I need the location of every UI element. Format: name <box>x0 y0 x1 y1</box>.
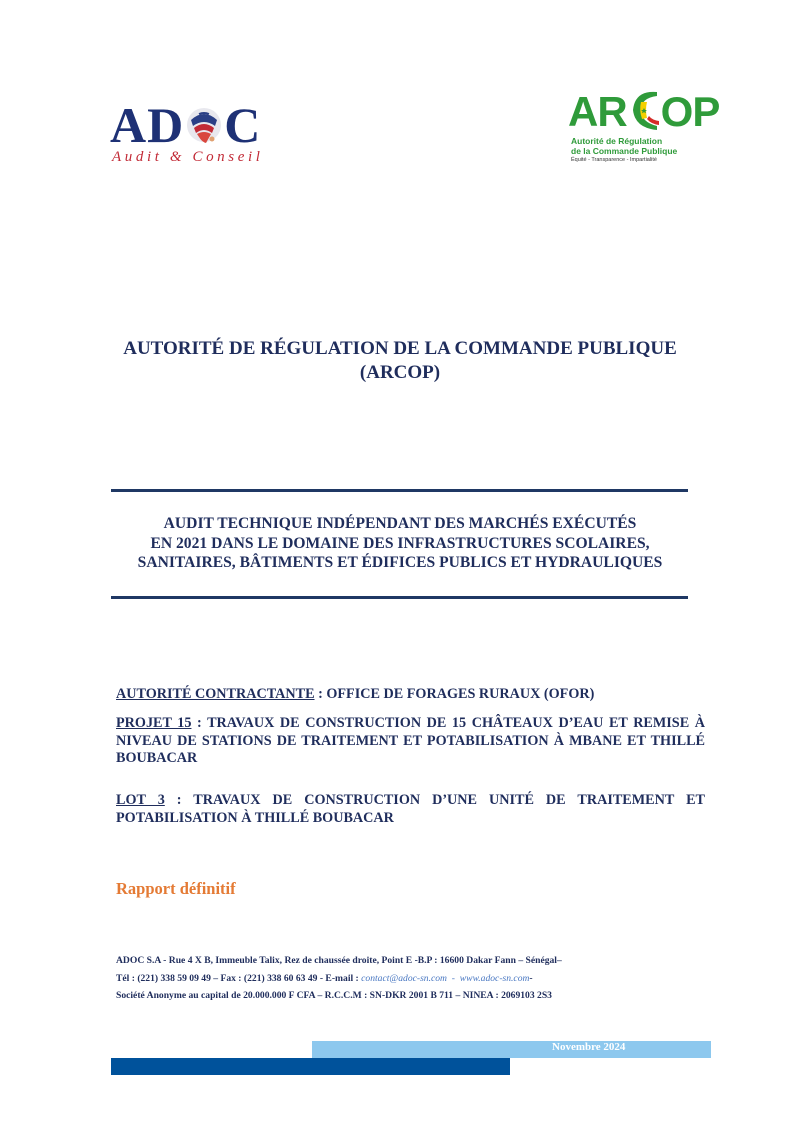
lot-value: TRAVAUX DE CONSTRUCTION D’UNE UNITÉ DE TRAITEMENT ET POTABILISATION À THILLÉ BOUBACAR <box>116 792 705 826</box>
audit-title-line1: AUDIT TECHNIQUE INDÉPENDANT DES MARCHÉS EXÉCUTÉS <box>163 515 637 532</box>
senegal-flag-swoosh-icon <box>627 88 661 132</box>
link-separator: - <box>446 972 460 984</box>
authority-title-line2: (ARCOP) <box>359 362 441 383</box>
separator: : <box>314 686 327 702</box>
project-label: PROJET 15 <box>116 715 192 731</box>
project-value: TRAVAUX DE CONSTRUCTION DE 15 CHÂTEAUX D’EAU ET REMISE À NIVEAU DE STATIONS DE TRAITEMENT ET POTABILISATION À MBANE ET THILLÉ BOUBACAR <box>116 715 705 766</box>
arcop-wordmark <box>568 88 719 135</box>
email-link[interactable]: contact@adoc-sn.com <box>361 972 447 984</box>
authority-title <box>100 337 700 385</box>
contracting-authority <box>116 686 705 704</box>
adoc-word-prefix: AD <box>110 97 185 153</box>
footer-legal-line: Société Anonyme au capital de 20.000.000 F CFA – R.C.C.M : SN-DKR 2001 B 711 – NINEA : 2069103 2S3 <box>116 990 552 1001</box>
audit-title-line2: EN 2021 DANS LE DOMAINE DES INFRASTRUCTURES SCOLAIRES, <box>150 534 650 552</box>
footer-contact-line <box>116 970 562 988</box>
arcop-subtitle-line1: Autorité de Régulation <box>571 136 663 146</box>
separator: : <box>164 792 194 808</box>
arcop-word-prefix: AR <box>568 88 627 135</box>
bottom-divider <box>111 596 688 599</box>
arcop-logo <box>568 88 718 170</box>
project <box>116 715 705 768</box>
adoc-wordmark <box>110 97 262 153</box>
adoc-tagline: Audit & Conseil <box>112 149 264 165</box>
website-link[interactable]: www.adoc-sn.com <box>459 972 530 984</box>
footer-address-line: ADOC S.A - Rue 4 X B, Immeuble Talix, Rez de chaussée droite, Point E -B.P : 16600 Dakar Fann – Sénégal– <box>116 955 562 966</box>
report-status: Rapport définitif <box>116 879 236 898</box>
date-band <box>312 1041 711 1058</box>
top-divider <box>111 489 688 492</box>
authority-title-line1: AUTORITÉ DE RÉGULATION DE LA COMMANDE PUBLIQUE <box>123 338 677 359</box>
globe-africa-icon <box>185 104 223 144</box>
trail-dash: - <box>529 972 533 984</box>
arcop-motto: Équité - Transparence - Impartialité <box>571 157 657 163</box>
phone-fax: Tél : (221) 338 59 09 49 – Fax : (221) 338 60 63 49 - E-mail : <box>116 972 362 984</box>
audit-title <box>100 514 700 573</box>
separator: : <box>191 715 208 731</box>
footer-address <box>116 952 562 1005</box>
audit-title-line3: SANITAIRES, BÂTIMENTS ET ÉDIFICES PUBLICS ET HYDRAULIQUES <box>137 554 663 571</box>
lot-label: LOT 3 <box>116 792 165 808</box>
arcop-subtitle-line2: de la Commande Publique <box>571 146 678 156</box>
decorative-band <box>111 1058 510 1075</box>
report-date: Novembre 2024 <box>552 1041 626 1053</box>
arcop-word-suffix: OP <box>660 88 720 135</box>
contracting-authority-value: OFFICE DE FORAGES RURAUX (OFOR) <box>326 686 595 702</box>
lot <box>116 792 705 827</box>
contracting-authority-label: AUTORITÉ CONTRACTANTE <box>116 686 315 702</box>
adoc-word-suffix: C <box>224 97 262 153</box>
adoc-logo <box>110 97 270 170</box>
